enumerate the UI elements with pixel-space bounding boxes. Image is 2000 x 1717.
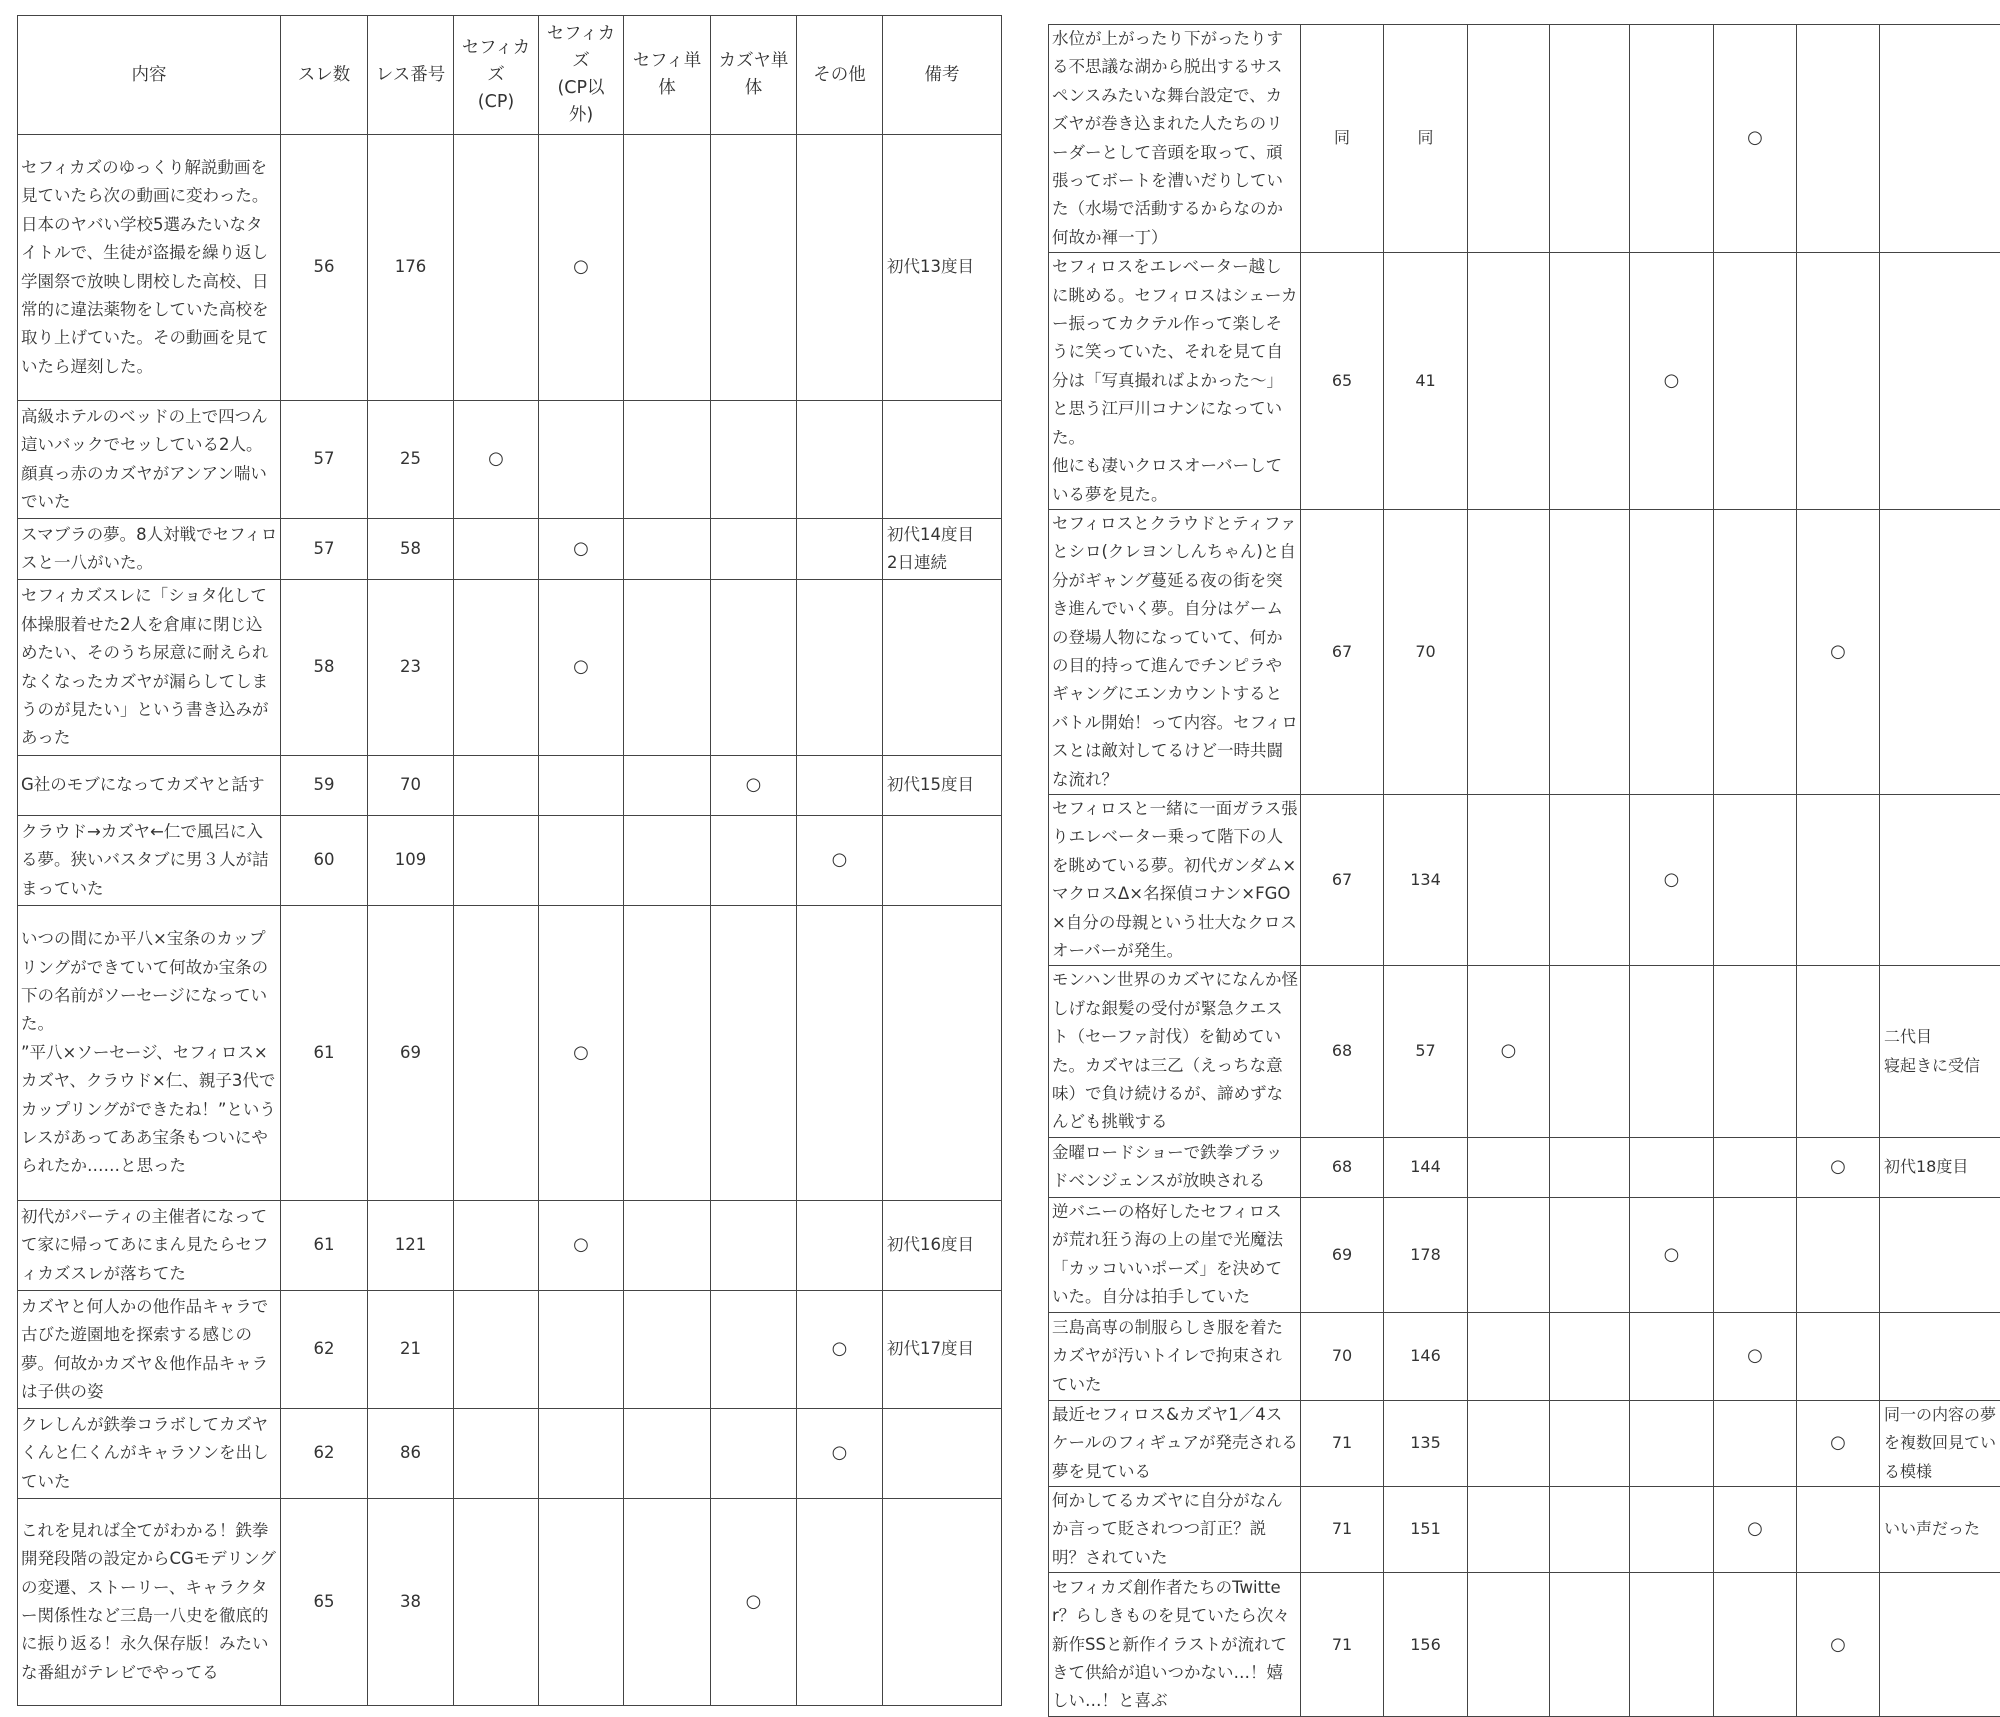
table-row	[1049, 966, 2000, 1137]
dream-content: モンハン世界のカズヤになんか怪しげな銀髪の受付が緊急クエスト（セーファ討伐）を勧めていた。カズヤは三乙（えっちな意味）で負け続けるが、諦めずなんども挑戦する	[1049, 966, 1301, 1137]
res-number: 144	[1384, 1137, 1468, 1197]
mark-sephikaz-non-cp	[1550, 1573, 1630, 1717]
thread-number: 62	[281, 1409, 368, 1499]
res-number: 70	[1384, 509, 1468, 794]
dream-content: G社のモブになってカズヤと話す	[18, 756, 281, 816]
note-cell	[883, 580, 1002, 756]
thread-number: 68	[1301, 1137, 1384, 1197]
table-row	[18, 1409, 1002, 1499]
res-number: 同	[1384, 25, 1468, 253]
mark-sephiroth-solo: ○	[1630, 1197, 1714, 1312]
res-number: 151	[1384, 1487, 1468, 1573]
dream-content: セフィカズスレに「ショタ化して体操服着せた2人を倉庫に閉じ込めたい、そのうち尿意に耐えられなくなったカズヤが漏らしてしまうのが見たい」という書き込みがあった	[18, 580, 281, 756]
thread-number: 61	[281, 1201, 368, 1291]
table-row	[1049, 794, 2000, 965]
mark-sephiroth-solo	[1630, 25, 1714, 253]
mark-sephiroth-solo: ○	[1630, 253, 1714, 510]
mark-kazuya-solo	[711, 1201, 797, 1291]
mark-other	[797, 519, 883, 580]
mark-sephiroth-solo	[624, 1201, 711, 1291]
mark-kazuya-solo: ○	[711, 1499, 797, 1706]
mark-other: ○	[1797, 1400, 1880, 1486]
thread-number: 65	[281, 1499, 368, 1706]
mark-sephikaz-cp	[1468, 794, 1550, 965]
dream-content: 最近セフィロス&カズヤ1／4スケールのフィギュアが発売される夢を見ている	[1049, 1400, 1301, 1486]
mark-sephiroth-solo	[1630, 1137, 1714, 1197]
mark-sephikaz-cp	[1468, 1487, 1550, 1573]
mark-sephikaz-cp	[454, 519, 539, 580]
dream-content: セフィロスと一緒に一面ガラス張りエレベーター乗って階下の人を眺めている夢。初代ガンダム×マクロスΔ×名探偵コナン×FGO×自分の母親という壮大なクロスオーバーが発生。	[1049, 794, 1301, 965]
table-row	[18, 1499, 1002, 1706]
mark-sephikaz-non-cp	[1550, 1312, 1630, 1400]
mark-sephiroth-solo	[624, 756, 711, 816]
res-number: 178	[1384, 1197, 1468, 1312]
res-number: 86	[368, 1409, 454, 1499]
mark-sephikaz-non-cp	[539, 1291, 624, 1409]
table-row	[18, 135, 1002, 401]
mark-sephiroth-solo	[624, 1291, 711, 1409]
note-cell	[1880, 253, 2000, 510]
mark-sephikaz-cp	[1468, 253, 1550, 510]
dream-content: 高級ホテルのベッドの上で四つん這いバックでセッしている2人。顔真っ赤のカズヤがアンアン喘いでいた	[18, 401, 281, 519]
mark-kazuya-solo	[711, 401, 797, 519]
mark-other: ○	[797, 816, 883, 906]
mark-sephikaz-non-cp	[1550, 509, 1630, 794]
mark-kazuya-solo: ○	[1714, 1312, 1797, 1400]
mark-kazuya-solo	[711, 580, 797, 756]
mark-sephikaz-non-cp: ○	[539, 519, 624, 580]
mark-sephiroth-solo	[624, 135, 711, 401]
mark-sephikaz-non-cp	[539, 1499, 624, 1706]
thread-number: 70	[1301, 1312, 1384, 1400]
mark-sephikaz-non-cp	[1550, 794, 1630, 965]
header-sephikaz-cp: セフィカ ズ (CP)	[454, 16, 539, 135]
note-cell: 初代14度目 2日連続	[883, 519, 1002, 580]
mark-sephikaz-non-cp: ○	[539, 580, 624, 756]
dream-table-left	[17, 15, 1002, 1706]
mark-sephikaz-non-cp	[539, 756, 624, 816]
mark-other: ○	[1797, 1137, 1880, 1197]
mark-sephiroth-solo	[624, 1409, 711, 1499]
mark-sephikaz-non-cp	[539, 816, 624, 906]
mark-kazuya-solo	[1714, 1137, 1797, 1197]
mark-kazuya-solo	[711, 906, 797, 1201]
mark-kazuya-solo	[1714, 1400, 1797, 1486]
note-cell	[883, 401, 1002, 519]
mark-other	[797, 135, 883, 401]
thread-number: 69	[1301, 1197, 1384, 1312]
thread-number: 59	[281, 756, 368, 816]
header-res-number: レス番号	[368, 16, 454, 135]
thread-number: 67	[1301, 794, 1384, 965]
mark-sephiroth-solo	[624, 401, 711, 519]
mark-sephiroth-solo	[1630, 1400, 1714, 1486]
thread-number: 同	[1301, 25, 1384, 253]
note-cell: 初代17度目	[883, 1291, 1002, 1409]
table-row	[1049, 1487, 2000, 1573]
table-row	[18, 756, 1002, 816]
table-row	[18, 1291, 1002, 1409]
mark-kazuya-solo	[1714, 966, 1797, 1137]
res-number: 70	[368, 756, 454, 816]
mark-sephikaz-non-cp	[1550, 1400, 1630, 1486]
mark-sephiroth-solo	[624, 906, 711, 1201]
header-thread-count: スレ数	[281, 16, 368, 135]
mark-sephikaz-cp	[454, 135, 539, 401]
mark-other	[797, 1201, 883, 1291]
res-number: 135	[1384, 1400, 1468, 1486]
table-row	[18, 816, 1002, 906]
mark-sephikaz-cp	[454, 1409, 539, 1499]
dream-content: セフィカズ創作者たちのTwitter？らしきものを見ていたら次々新作SSと新作イラストが流れてきて供給が追いつかない…！嬉しい…！と喜ぶ	[1049, 1573, 1301, 1717]
dream-content: スマブラの夢。8人対戦でセフィロスと一八がいた。	[18, 519, 281, 580]
note-cell: 初代16度目	[883, 1201, 1002, 1291]
mark-kazuya-solo: ○	[1714, 1487, 1797, 1573]
thread-number: 62	[281, 1291, 368, 1409]
mark-sephiroth-solo: ○	[1630, 794, 1714, 965]
dream-content: 初代がパーティの主催者になってて家に帰ってあにまん見たらセフィカズスレが落ちてた	[18, 1201, 281, 1291]
mark-sephikaz-cp	[454, 1291, 539, 1409]
mark-other	[797, 906, 883, 1201]
mark-sephikaz-non-cp	[1550, 25, 1630, 253]
mark-other: ○	[1797, 509, 1880, 794]
mark-sephikaz-cp	[1468, 1197, 1550, 1312]
dream-content: クラウド→カズヤ←仁で風呂に入る夢。狭いバスタブに男３人が詰まっていた	[18, 816, 281, 906]
table-row	[18, 580, 1002, 756]
mark-sephikaz-cp	[454, 1499, 539, 1706]
thread-number: 58	[281, 580, 368, 756]
mark-kazuya-solo	[711, 1291, 797, 1409]
mark-kazuya-solo	[711, 519, 797, 580]
header-notes: 備考	[883, 16, 1002, 135]
mark-kazuya-solo	[711, 816, 797, 906]
table-row	[18, 401, 1002, 519]
thread-number: 61	[281, 906, 368, 1201]
mark-other	[1797, 966, 1880, 1137]
mark-other	[797, 401, 883, 519]
dream-content: カズヤと何人かの他作品キャラで古びた遊園地を探索する感じの夢。何故かカズヤ＆他作品キャラは子供の姿	[18, 1291, 281, 1409]
res-number: 121	[368, 1201, 454, 1291]
dream-content: いつの間にか平八×宝条のカップリングができていて何故か宝条の下の名前がソーセージになっていた。 ”平八×ソーセージ、セフィロス×カズヤ、クラウド×仁、親子3代でカップリングができたね！”というレスがあってああ宝条もついにやられたか……と思った	[18, 906, 281, 1201]
thread-number: 71	[1301, 1487, 1384, 1573]
mark-sephikaz-cp	[1468, 509, 1550, 794]
thread-number: 68	[1301, 966, 1384, 1137]
note-cell	[1880, 1573, 2000, 1717]
mark-sephiroth-solo	[1630, 509, 1714, 794]
res-number: 146	[1384, 1312, 1468, 1400]
note-cell: 初代18度目	[1880, 1137, 2000, 1197]
mark-other	[1797, 1487, 1880, 1573]
mark-sephikaz-non-cp: ○	[539, 135, 624, 401]
note-cell: 初代13度目	[883, 135, 1002, 401]
header-kazuya-solo: カズヤ単体	[711, 16, 797, 135]
dream-content: セフィロスをエレベーター越しに眺める。セフィロスはシェーカー振ってカクテル作って楽しそうに笑っていた、それを見て自分は「写真撮ればよかった〜」と思う江戸川コナンになっていた。 他にも凄いクロスオーバーしている夢を見た。	[1049, 253, 1301, 510]
table-row	[1049, 1573, 2000, 1717]
table-row	[1049, 1137, 2000, 1197]
mark-sephiroth-solo	[624, 519, 711, 580]
note-cell	[1880, 25, 2000, 253]
mark-sephikaz-non-cp	[1550, 253, 1630, 510]
mark-other	[797, 756, 883, 816]
thread-number: 56	[281, 135, 368, 401]
table-row	[1049, 25, 2000, 253]
mark-kazuya-solo: ○	[1714, 25, 1797, 253]
res-number: 23	[368, 580, 454, 756]
res-number: 176	[368, 135, 454, 401]
res-number: 109	[368, 816, 454, 906]
dream-content: 水位が上がったり下がったりする不思議な湖から脱出するサスペンスみたいな舞台設定で、カズヤが巻き込まれた人たちのリーダーとして音頭を取って、頑張ってボートを漕いだりしていた（水場で活動するからなのか何故か褌一丁）	[1049, 25, 1301, 253]
mark-sephikaz-cp	[1468, 25, 1550, 253]
mark-other	[797, 1499, 883, 1706]
header-content: 内容	[18, 16, 281, 135]
thread-number: 57	[281, 401, 368, 519]
dream-table-right	[1048, 24, 2000, 1717]
mark-kazuya-solo	[1714, 509, 1797, 794]
note-cell	[1880, 1197, 2000, 1312]
mark-sephikaz-non-cp	[539, 1409, 624, 1499]
mark-sephikaz-cp	[454, 816, 539, 906]
mark-sephikaz-cp	[1468, 1573, 1550, 1717]
mark-sephiroth-solo	[624, 1499, 711, 1706]
mark-other	[1797, 794, 1880, 965]
mark-sephikaz-non-cp	[1550, 1487, 1630, 1573]
dream-content: これを見れば全てがわかる！鉄拳開発段階の設定からCGモデリングの変遷、ストーリー、キャラクター関係性など三島一八史を徹底的に振り返る！永久保存版！みたいな番組がテレビでやってる	[18, 1499, 281, 1706]
header-other: その他	[797, 16, 883, 135]
mark-kazuya-solo	[711, 135, 797, 401]
mark-sephiroth-solo	[1630, 966, 1714, 1137]
res-number: 38	[368, 1499, 454, 1706]
table-row	[1049, 1312, 2000, 1400]
dream-content: 金曜ロードショーで鉄拳ブラッドベンジェンスが放映される	[1049, 1137, 1301, 1197]
mark-other	[1797, 1197, 1880, 1312]
note-cell: 初代15度目	[883, 756, 1002, 816]
mark-other	[1797, 253, 1880, 510]
note-cell	[883, 1409, 1002, 1499]
note-cell	[1880, 509, 2000, 794]
mark-sephiroth-solo	[624, 816, 711, 906]
table-row	[1049, 1197, 2000, 1312]
note-cell	[883, 816, 1002, 906]
table-row	[18, 906, 1002, 1201]
dream-content: 逆バニーの格好したセフィロスが荒れ狂う海の上の崖で光魔法「カッコいいポーズ」を決めていた。自分は拍手していた	[1049, 1197, 1301, 1312]
mark-sephikaz-cp: ○	[1468, 966, 1550, 1137]
mark-sephiroth-solo	[1630, 1312, 1714, 1400]
note-cell	[883, 1499, 1002, 1706]
table-row	[1049, 253, 2000, 510]
mark-kazuya-solo	[711, 1409, 797, 1499]
mark-kazuya-solo: ○	[711, 756, 797, 816]
mark-sephikaz-non-cp: ○	[539, 1201, 624, 1291]
mark-other	[1797, 25, 1880, 253]
mark-kazuya-solo	[1714, 1573, 1797, 1717]
mark-sephikaz-cp: ○	[454, 401, 539, 519]
mark-sephikaz-cp	[454, 756, 539, 816]
mark-sephikaz-cp	[1468, 1312, 1550, 1400]
table-row	[1049, 509, 2000, 794]
dream-content: 何かしてるカズヤに自分がなんか言って貶されつつ訂正？説明？されていた	[1049, 1487, 1301, 1573]
mark-sephikaz-non-cp	[1550, 1137, 1630, 1197]
thread-number: 67	[1301, 509, 1384, 794]
mark-other: ○	[1797, 1573, 1880, 1717]
mark-sephikaz-cp	[454, 906, 539, 1201]
mark-sephiroth-solo	[1630, 1487, 1714, 1573]
thread-number: 65	[1301, 253, 1384, 510]
thread-number: 71	[1301, 1400, 1384, 1486]
dream-content: クレしんが鉄拳コラボしてカズヤくんと仁くんがキャラソンを出していた	[18, 1409, 281, 1499]
mark-sephiroth-solo	[1630, 1573, 1714, 1717]
dream-content: 三島高専の制服らしき服を着たカズヤが汚いトイレで拘束されていた	[1049, 1312, 1301, 1400]
mark-other: ○	[797, 1291, 883, 1409]
mark-other	[1797, 1312, 1880, 1400]
table-row	[18, 1201, 1002, 1291]
table-header-row	[18, 16, 1002, 135]
mark-sephiroth-solo	[624, 580, 711, 756]
table-row	[18, 519, 1002, 580]
res-number: 134	[1384, 794, 1468, 965]
mark-other: ○	[797, 1409, 883, 1499]
thread-number: 60	[281, 816, 368, 906]
mark-kazuya-solo	[1714, 1197, 1797, 1312]
mark-sephikaz-non-cp: ○	[539, 906, 624, 1201]
note-cell: 二代目 寝起きに受信	[1880, 966, 2000, 1137]
res-number: 25	[368, 401, 454, 519]
table-row	[1049, 1400, 2000, 1486]
dream-content: セフィカズのゆっくり解説動画を見ていたら次の動画に変わった。日本のヤバい学校5選みたいなタイトルで、生徒が盗撮を繰り返し学園祭で放映し閉校した高校、日常的に違法薬物をしていた高校を取り上げていた。その動画を見ていたら遅刻した。	[18, 135, 281, 401]
res-number: 58	[368, 519, 454, 580]
res-number: 57	[1384, 966, 1468, 1137]
mark-sephikaz-non-cp	[1550, 1197, 1630, 1312]
res-number: 156	[1384, 1573, 1468, 1717]
header-sephikaz-non-cp: セフィカ ズ (CP以 外)	[539, 16, 624, 135]
mark-sephikaz-cp	[454, 1201, 539, 1291]
res-number: 21	[368, 1291, 454, 1409]
mark-other	[797, 580, 883, 756]
res-number: 69	[368, 906, 454, 1201]
note-cell: いい声だった	[1880, 1487, 2000, 1573]
thread-number: 71	[1301, 1573, 1384, 1717]
note-cell	[1880, 1312, 2000, 1400]
header-sephiroth-solo: セフィ単 体	[624, 16, 711, 135]
note-cell	[1880, 794, 2000, 965]
res-number: 41	[1384, 253, 1468, 510]
mark-sephikaz-non-cp	[1550, 966, 1630, 1137]
mark-sephikaz-cp	[454, 580, 539, 756]
mark-sephikaz-cp	[1468, 1400, 1550, 1486]
mark-sephikaz-non-cp	[539, 401, 624, 519]
mark-sephikaz-cp	[1468, 1137, 1550, 1197]
dream-content: セフィロスとクラウドとティファとシロ(クレヨンしんちゃん)と自分がギャング蔓延る夜の街を突き進んでいく夢。自分はゲームの登場人物になっていて、何かの目的持って進んでチンピラやギャングにエンカウントするとバトル開始！って内容。セフィロスとは敵対してるけど一時共闘な流れ？	[1049, 509, 1301, 794]
mark-kazuya-solo	[1714, 253, 1797, 510]
note-cell	[883, 906, 1002, 1201]
thread-number: 57	[281, 519, 368, 580]
note-cell: 同一の内容の夢を複数回見ている模様	[1880, 1400, 2000, 1486]
mark-kazuya-solo	[1714, 794, 1797, 965]
